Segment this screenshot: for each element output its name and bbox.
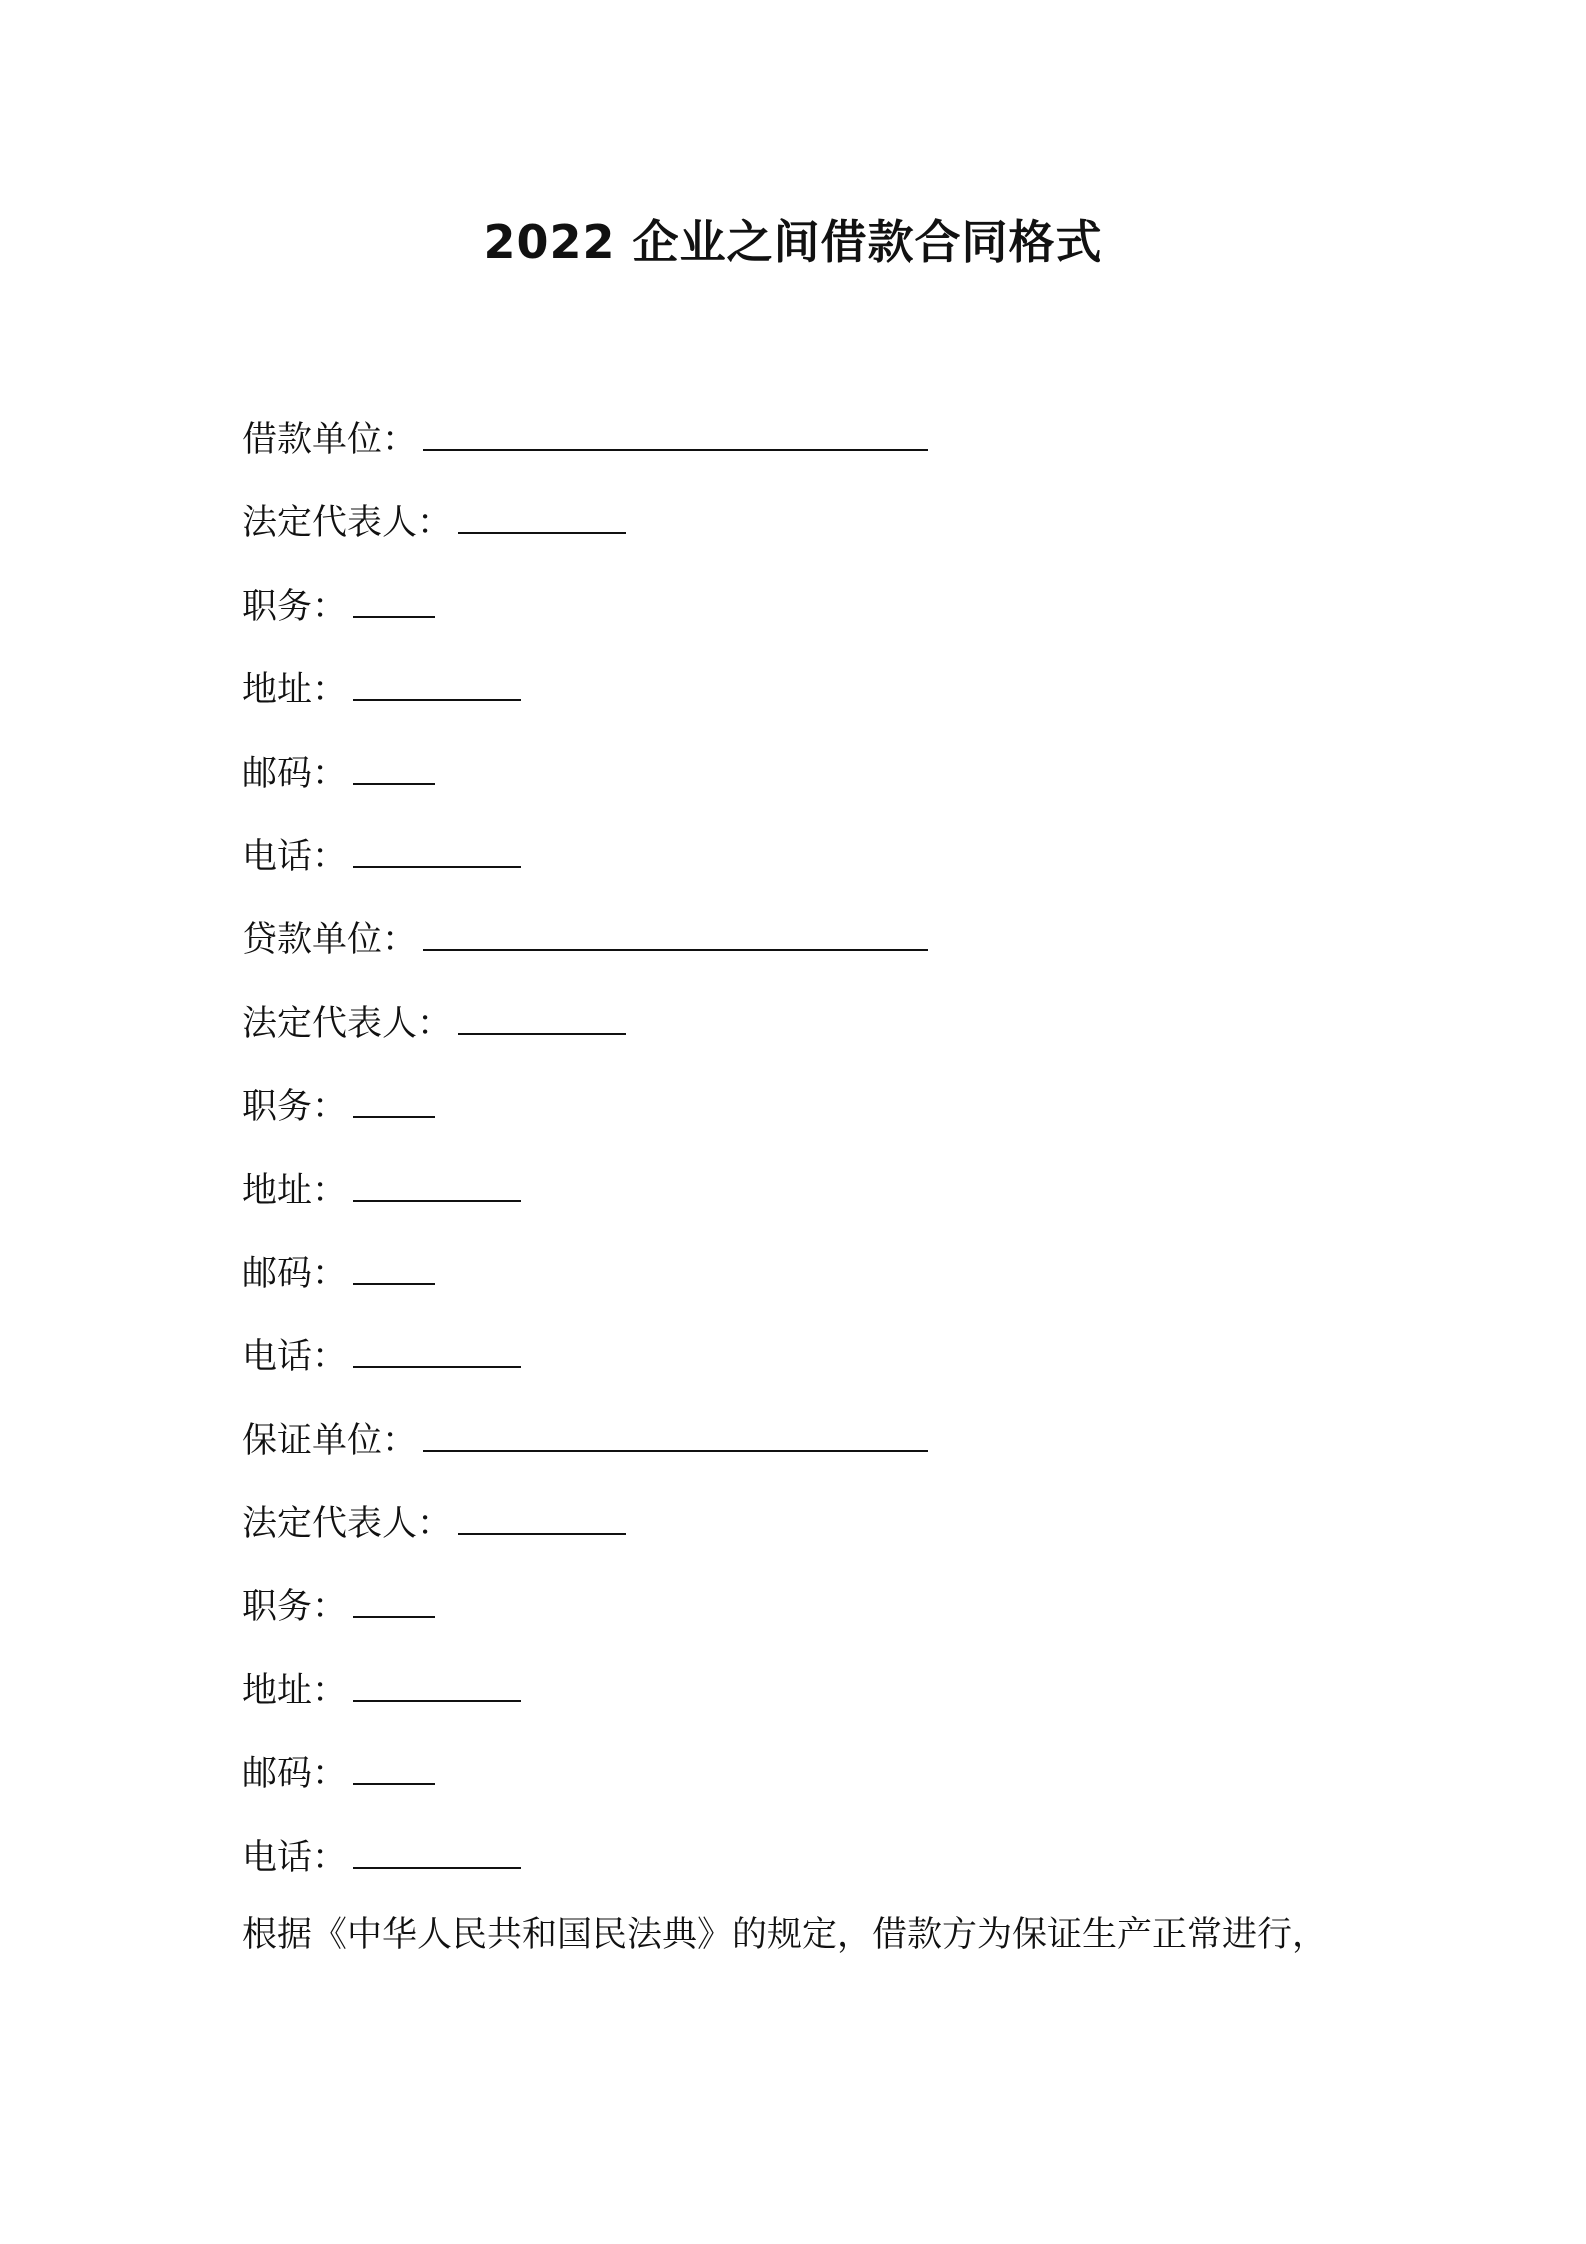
fill-in-blank: [353, 1739, 435, 1785]
field-label: 地址：: [242, 1170, 348, 1211]
fill-in-blank: [423, 1406, 928, 1452]
field-borrower-postcode: [242, 739, 1392, 822]
field-label: 邮码：: [242, 1253, 348, 1294]
field-lender-phone: [242, 1322, 1392, 1405]
fill-in-blank: [423, 905, 928, 951]
fill-in-blank: [353, 1656, 521, 1702]
field-lender-unit: [242, 905, 1392, 988]
field-lender-address: [242, 1156, 1392, 1239]
field-label: 职务：: [242, 586, 348, 627]
field-guarantor-unit: [242, 1406, 1392, 1489]
field-label: 邮码：: [242, 753, 348, 794]
field-label: 电话：: [242, 836, 348, 877]
field-lender-position: [242, 1072, 1392, 1155]
field-label: 法定代表人：: [242, 1003, 453, 1044]
fill-in-blank: [353, 1322, 521, 1368]
fill-in-blank: [353, 1072, 435, 1118]
field-label: 邮码：: [242, 1754, 348, 1795]
fill-in-blank: [353, 1156, 521, 1202]
field-guarantor-phone: [242, 1823, 1392, 1906]
fill-in-blank: [353, 1572, 435, 1618]
field-guarantor-postcode: [242, 1739, 1392, 1822]
field-label: 法定代表人：: [242, 503, 453, 544]
field-borrower-unit: [242, 405, 1392, 488]
field-guarantor-address: [242, 1656, 1392, 1739]
field-label: 地址：: [242, 670, 348, 711]
field-guarantor-representative: [242, 1489, 1392, 1572]
field-borrower-phone: [242, 822, 1392, 905]
field-borrower-position: [242, 572, 1392, 655]
fill-in-blank: [353, 655, 521, 701]
fill-in-blank: [423, 405, 928, 451]
document-title: 2022 企业之间借款合同格式: [483, 215, 1103, 269]
field-label: 法定代表人：: [242, 1504, 453, 1545]
field-lender-postcode: [242, 1239, 1392, 1322]
field-label: 职务：: [242, 1087, 348, 1128]
field-lender-representative: [242, 989, 1392, 1072]
field-label: 地址：: [242, 1670, 348, 1711]
fill-in-blank: [353, 572, 435, 618]
fill-in-blank: [458, 1489, 626, 1535]
field-borrower-address: [242, 655, 1392, 738]
fill-in-blank: [458, 488, 626, 534]
field-label: 保证单位：: [242, 1420, 418, 1461]
field-guarantor-position: [242, 1572, 1392, 1655]
field-label: 职务：: [242, 1587, 348, 1628]
field-label: 贷款单位：: [242, 920, 418, 961]
fill-in-blank: [353, 1823, 521, 1869]
field-label: 电话：: [242, 1337, 348, 1378]
fill-in-blank: [353, 1239, 435, 1285]
fill-in-blank: [458, 989, 626, 1035]
body-paragraph: 根据《中华人民共和国民法典》的规定，借款方为保证生产正常进行，: [242, 1915, 1328, 1955]
fill-in-blank: [353, 822, 521, 868]
field-label: 电话：: [242, 1837, 348, 1878]
field-borrower-representative: [242, 488, 1392, 571]
field-label: 借款单位：: [242, 420, 418, 460]
fill-in-blank: [353, 739, 435, 785]
party-fields: [242, 405, 1392, 1906]
